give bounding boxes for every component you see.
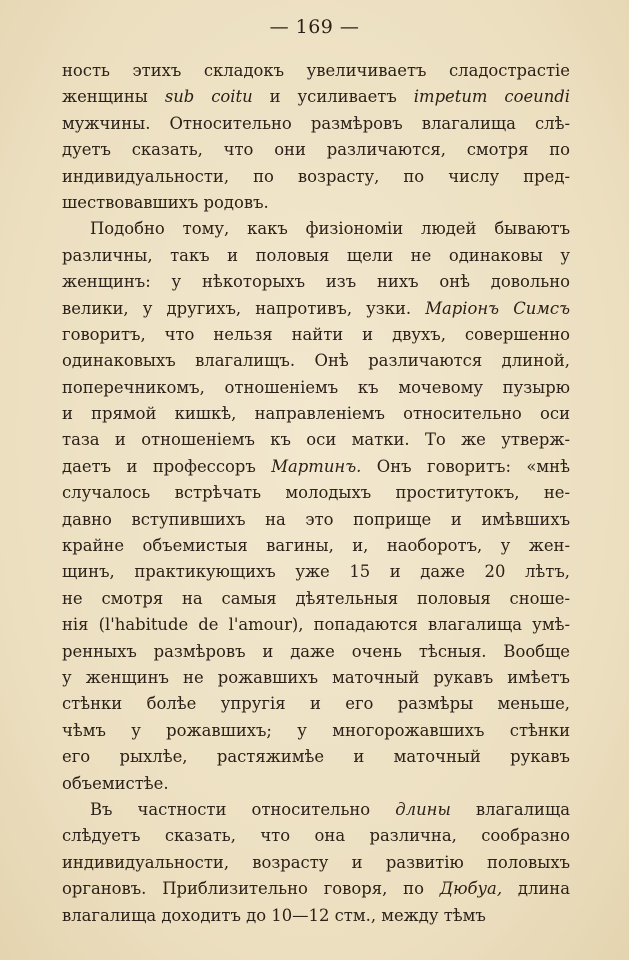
text-segment: женщинъ: у нѣкоторыхъ изъ нихъ онѣ довольно <box>62 272 570 292</box>
text-line <box>62 111 570 137</box>
text-segment: случалось встрѣчать молодыхъ проститутокъ, не- <box>62 483 570 503</box>
text-line <box>62 507 570 533</box>
text-line <box>62 58 570 84</box>
text-line <box>62 612 570 638</box>
text-line <box>62 876 570 902</box>
italic-text: длины <box>395 799 451 819</box>
text-segment: его рыхлѣе, растяжимѣе и маточный рукавъ <box>62 747 570 767</box>
italic-text: sub coitu <box>164 87 253 107</box>
text-line <box>62 480 570 506</box>
text-segment: ренныхъ размѣровъ и даже очень тѣсныя. Вообще <box>62 641 570 661</box>
italic-text: Мартинъ. <box>271 456 362 476</box>
text-segment: шествовавшихъ родовъ. <box>62 192 269 212</box>
text-line <box>62 84 570 110</box>
text-segment: слѣдуетъ сказать, что она различна, сообразно <box>62 826 570 846</box>
text-segment: велики, у другихъ, напротивъ, узки. <box>62 298 426 318</box>
text-segment: органовъ. Приблизительно говоря, по <box>62 879 440 899</box>
text-segment: Подобно тому, какъ физіономіи людей бываютъ <box>90 219 570 239</box>
text-line <box>62 322 570 348</box>
text-line <box>62 190 570 216</box>
text-line <box>62 401 570 427</box>
text-line <box>62 559 570 585</box>
text-segment: женщины <box>62 87 165 107</box>
text-segment: Онъ говоритъ: «мнѣ <box>361 456 570 476</box>
text-line <box>62 269 570 295</box>
text-segment: говоритъ, что нельзя найти и двухъ, совершенно <box>62 324 570 344</box>
text-line <box>62 137 570 163</box>
italic-text: impetum coeundi <box>413 87 570 107</box>
text-segment: влагалища <box>450 799 570 819</box>
text-line <box>62 586 570 612</box>
text-segment: объемистѣе. <box>62 773 169 793</box>
text-segment: таза и отношеніемъ къ оси матки. То же утверж- <box>62 430 570 450</box>
text-line <box>62 375 570 401</box>
text-segment: чѣмъ у рожавшихъ; у многорожавшихъ стѣнки <box>62 720 570 740</box>
text-segment: влагалища доходитъ до 10—12 стм., между тѣмъ <box>62 905 486 925</box>
text-line <box>62 718 570 744</box>
text-line <box>62 639 570 665</box>
text-segment: крайне объемистыя вагины, и, наоборотъ, у жен- <box>62 536 570 556</box>
text-line <box>62 691 570 717</box>
text-segment: стѣнки болѣе упругія и его размѣры меньше, <box>62 694 570 714</box>
text-segment: индивидуальности, возрасту и развитію половыхъ <box>62 852 570 872</box>
text-line <box>62 348 570 374</box>
text-segment: не смотря на самыя дѣятельныя половыя сноше- <box>62 588 570 608</box>
body-text <box>62 58 570 929</box>
text-segment: нія (l'habitude de l'amour), попадаются влагалища умѣ- <box>62 615 570 635</box>
paragraph <box>62 58 570 216</box>
paragraph <box>62 216 570 797</box>
text-segment: индивидуальности, по возрасту, по числу пред- <box>62 166 570 186</box>
text-line <box>62 665 570 691</box>
text-segment: мужчины. Относительно размѣровъ влагалища слѣ- <box>62 113 570 133</box>
text-line <box>62 903 570 929</box>
text-segment: различны, такъ и половыя щели не одинаковы у <box>62 245 570 265</box>
text-segment: Въ частности относительно <box>90 799 396 819</box>
text-line <box>62 454 570 480</box>
text-segment: дуетъ сказать, что они различаются, смотря по <box>62 140 570 160</box>
text-line <box>62 427 570 453</box>
text-line <box>62 533 570 559</box>
text-line <box>62 243 570 269</box>
text-line <box>62 823 570 849</box>
text-segment: щинъ, практикующихъ уже 15 и даже 20 лѣтъ, <box>62 562 570 582</box>
page-number: — 169 — <box>269 16 360 38</box>
text-segment: поперечникомъ, отношеніемъ къ мочевому пузырю <box>62 377 570 397</box>
paragraph <box>62 797 570 929</box>
text-line <box>62 771 570 797</box>
text-line <box>62 296 570 322</box>
text-line <box>62 216 570 242</box>
text-segment: ность этихъ складокъ увеличиваетъ сладострастіе <box>62 61 570 80</box>
text-segment: и прямой кишкѣ, направленіемъ относительно оси <box>62 404 570 424</box>
italic-text: Дюбуа, <box>439 879 503 899</box>
text-segment: и усиливаетъ <box>252 87 414 107</box>
text-line <box>62 164 570 190</box>
text-line <box>62 797 570 823</box>
text-segment: даетъ и профессоръ <box>62 456 272 476</box>
text-segment: у женщинъ не рожавшихъ маточный рукавъ имѣетъ <box>62 667 570 687</box>
italic-text: Маріонъ Симсъ <box>425 298 570 318</box>
text-line <box>62 850 570 876</box>
text-segment: одинаковыхъ влагалищъ. Онѣ различаются длиной, <box>62 351 570 371</box>
text-line <box>62 744 570 770</box>
text-segment: длина <box>502 879 570 899</box>
text-segment: давно вступившихъ на это поприще и имѣвшихъ <box>62 509 570 529</box>
